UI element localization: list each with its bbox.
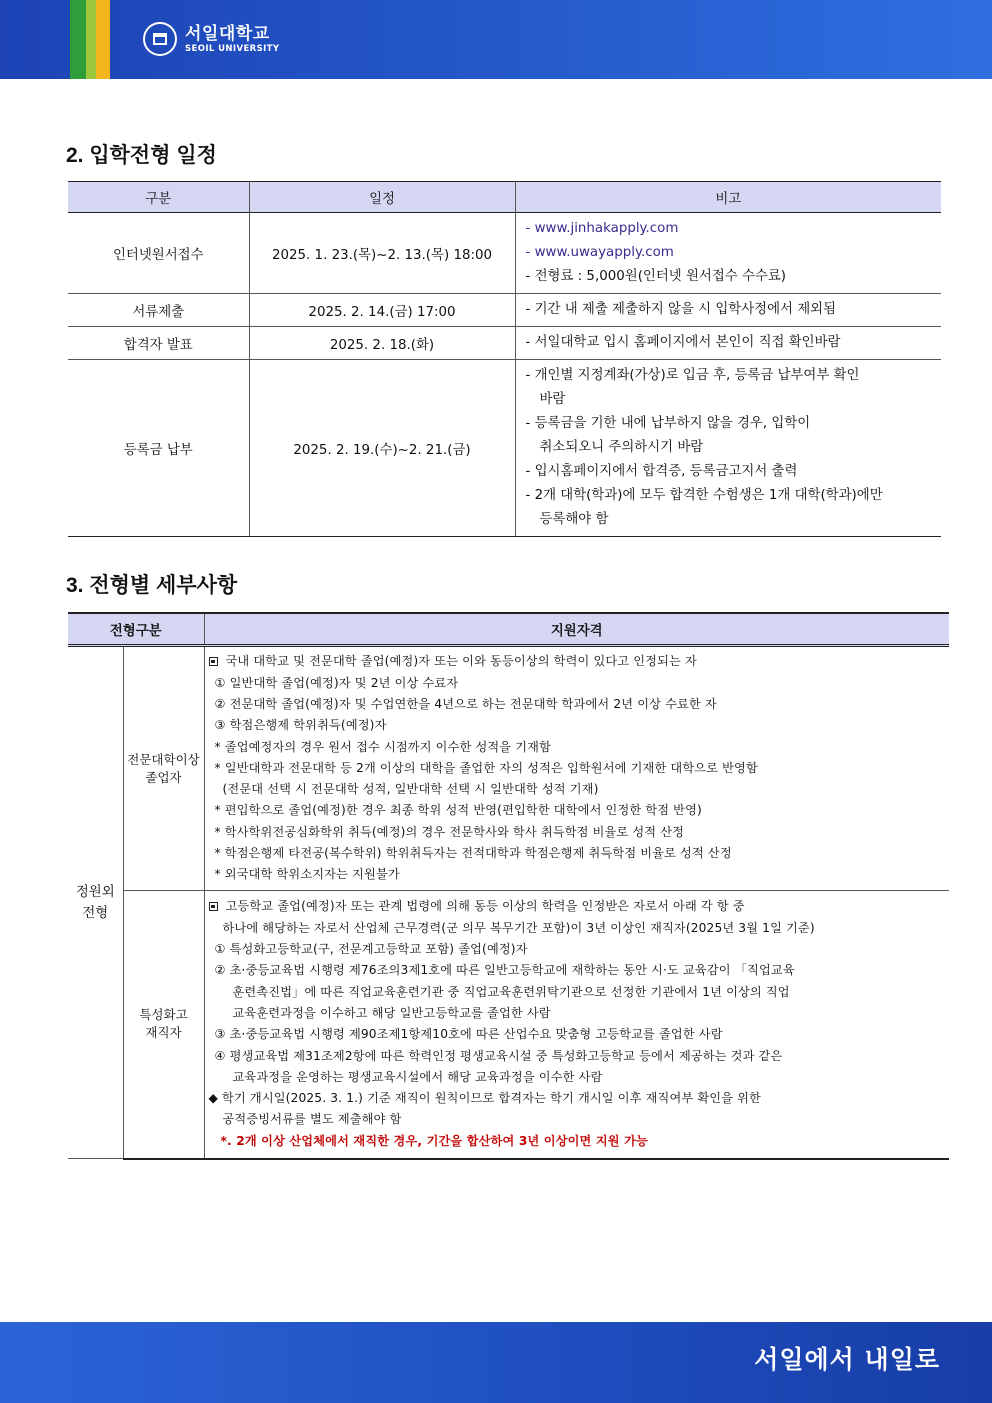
schedule-notes xyxy=(515,294,941,327)
table-row xyxy=(68,360,941,537)
table-row xyxy=(68,891,949,1159)
lime-stripe xyxy=(86,0,96,79)
header-band xyxy=(0,0,992,79)
yellow-stripe xyxy=(96,0,110,79)
note-line: - 전형료 : 5,000원(인터넷 원서접수 수수료) xyxy=(525,269,787,284)
eligibility-line: * 편입학으로 졸업(예정)한 경우 최종 학위 성적 반영(편입학한 대학에서 인정한 학점 반영) xyxy=(214,803,702,818)
eligibility-line: * 학점은행제 타전공(복수학위) 학위취득자는 전적대학과 학점은행제 취득학점 비율로 성적 산정 xyxy=(214,846,732,861)
apply-link-uway[interactable]: - www.uwayapply.com xyxy=(525,245,674,260)
note-line: - 입시홈페이지에서 합격증, 등록금고지서 출력 xyxy=(525,464,798,479)
column-header: 지원자격 xyxy=(204,613,949,646)
section-2-title: 2. 입학전형 일정 xyxy=(66,144,217,167)
eligibility-line: ④ 평생교육법 제31조제2항에 따른 학력인정 평생교육시설 중 특성화고등학교 등에서 제공하는 것과 같은 xyxy=(214,1048,783,1063)
eligibility-line: * 학사학위전공심화학위 취득(예정)의 경우 전문학사와 학사 취득학점 비율로 성적 산정 xyxy=(214,824,685,839)
sub-category-label: 전문대학이상 졸업자 xyxy=(127,751,200,785)
schedule-date: 2025. 2. 14.(금) 17:00 xyxy=(249,294,515,327)
eligibility-highlight-line: *. 2개 이상 산업체에서 재직한 경우, 기간을 합산하여 3년 이상이면 지원 가능 xyxy=(220,1133,648,1148)
footer-slogan: 서일에서 내일로 xyxy=(754,1345,940,1374)
admission-details-table xyxy=(68,612,949,1160)
eligibility-line: ② 초·중등교육법 시행령 제76조의3제1호에 따른 일반고등학교에 재학하는 동안 시·도 교육감이 「직업교육 xyxy=(214,963,795,978)
sub-category-label: 특성화고 재직자 xyxy=(139,1007,188,1041)
eligibility-details xyxy=(204,646,949,891)
university-logo[interactable] xyxy=(143,22,279,56)
main-category xyxy=(68,646,123,1159)
eligibility-line: 훈련촉진법」에 따른 직업교육훈련기관 중 직업교육훈련위탁기관으로 선정한 기관에서 1년 이상의 직업 xyxy=(232,984,790,999)
eligibility-line: * 졸업예정자의 경우 원서 접수 시점까지 이수한 성적을 기재함 xyxy=(214,739,552,754)
eligibility-line: ① 일반대학 졸업(예정)자 및 2년 이상 수료자 xyxy=(214,675,459,690)
note-line: - 등록금을 기한 내에 납부하지 않을 경우, 입학이 xyxy=(525,416,811,431)
eligibility-line: 국내 대학교 및 전문대학 졸업(예정)자 또는 이와 동등이상의 학력이 있다고 인정되는 자 xyxy=(225,654,697,669)
schedule-date: 2025. 2. 19.(수)~2. 21.(금) xyxy=(249,360,515,537)
eligibility-line: ◆ 학기 개시일(2025. 3. 1.) 기준 재직이 원칙이므로 합격자는 학기 개시일 이후 재직여부 확인을 위한 xyxy=(208,1091,761,1106)
sub-category xyxy=(123,891,204,1159)
green-stripe xyxy=(70,0,86,79)
table-row xyxy=(68,327,941,360)
column-header: 구분 xyxy=(68,182,249,213)
schedule-notes xyxy=(515,213,941,294)
eligibility-line: * 외국대학 학위소지자는 지원불가 xyxy=(214,867,400,882)
eligibility-line: (전문대 선택 시 전문대학 성적, 일반대학 선택 시 일반대학 성적 기재) xyxy=(222,782,599,797)
schedule-category: 서류제출 xyxy=(68,294,249,327)
eligibility-line: ② 전문대학 졸업(예정)자 및 수업연한을 4년으로 하는 전문대학 학과에서 2년 이상 수료한 자 xyxy=(214,696,717,711)
eligibility-line: 고등학교 졸업(예정)자 또는 관계 법령에 의해 동등 이상의 학력을 인정받은 자로서 아래 각 항 중 xyxy=(225,899,745,914)
note-line: - 개인별 지정계좌(가상)로 입금 후, 등록금 납부여부 확인 xyxy=(525,368,860,383)
main-category-label: 정원외 전형 xyxy=(75,884,115,921)
table-row xyxy=(68,213,941,294)
table-row xyxy=(68,646,949,891)
schedule-category: 인터넷원서접수 xyxy=(68,213,249,294)
note-line: 등록해야 함 xyxy=(539,512,609,527)
eligibility-line: 교육훈련과정을 이수하고 해당 일반고등학교를 졸업한 사람 xyxy=(232,1005,551,1020)
note-line: - 서일대학교 입시 홈페이지에서 본인이 직접 확인바람 xyxy=(525,335,841,350)
schedule-category: 등록금 납부 xyxy=(68,360,249,537)
footer-band xyxy=(0,1322,992,1403)
eligibility-line: 하나에 해당하는 자로서 산업체 근무경력(군 의무 복무기간 포함)이 3년 이상인 재직자(2025년 3월 1일 기준) xyxy=(222,920,815,935)
eligibility-line: 공적증빙서류를 별도 제출해야 함 xyxy=(222,1112,402,1127)
table-row xyxy=(68,294,941,327)
schedule-date: 2025. 1. 23.(목)~2. 13.(목) 18:00 xyxy=(249,213,515,294)
schedule-notes xyxy=(515,360,941,537)
university-emblem-icon xyxy=(143,22,177,56)
eligibility-line: ③ 초·중등교육법 시행령 제90조제1항제10호에 따른 산업수요 맞춤형 고등학교를 졸업한 사람 xyxy=(214,1027,723,1042)
note-line: - 기간 내 제출 제출하지 않을 시 입학사정에서 제외됨 xyxy=(525,302,837,317)
eligibility-line: ③ 학점은행제 학위취득(예정)자 xyxy=(214,718,387,733)
schedule-category: 합격자 발표 xyxy=(68,327,249,360)
apply-link-jinhak[interactable]: - www.jinhakapply.com xyxy=(525,221,679,236)
logo-english-name: SEOIL UNIVERSITY xyxy=(185,44,280,54)
section-3-title: 3. 전형별 세부사항 xyxy=(66,574,238,597)
logo-korean-name: 서일대학교 xyxy=(185,24,270,44)
column-header: 전형구분 xyxy=(68,613,204,646)
column-header: 일정 xyxy=(249,182,515,213)
table-header-row xyxy=(68,182,941,213)
schedule-notes xyxy=(515,327,941,360)
eligibility-line: * 일반대학과 전문대학 등 2개 이상의 대학을 졸업한 자의 성적은 입학원서에 기재한 대학으로 반영함 xyxy=(214,760,758,775)
checkbox-bullet-icon xyxy=(209,902,218,911)
eligibility-line: ① 특성화고등학교(구, 전문계고등학교 포함) 졸업(예정)자 xyxy=(214,942,528,957)
note-line: - 2개 대학(학과)에 모두 합격한 수험생은 1개 대학(학과)에만 xyxy=(525,488,883,503)
schedule-date: 2025. 2. 18.(화) xyxy=(249,327,515,360)
column-header: 비고 xyxy=(515,182,941,213)
checkbox-bullet-icon xyxy=(209,657,218,666)
eligibility-line: 교육과정을 운영하는 평생교육시설에서 해당 교육과정을 이수한 사람 xyxy=(232,1069,603,1084)
note-line: 취소되오니 주의하시기 바람 xyxy=(539,440,704,455)
table-header-row xyxy=(68,613,949,646)
sub-category xyxy=(123,646,204,891)
eligibility-details xyxy=(204,891,949,1159)
note-line: 바람 xyxy=(539,392,566,407)
admission-schedule-table xyxy=(68,181,941,537)
